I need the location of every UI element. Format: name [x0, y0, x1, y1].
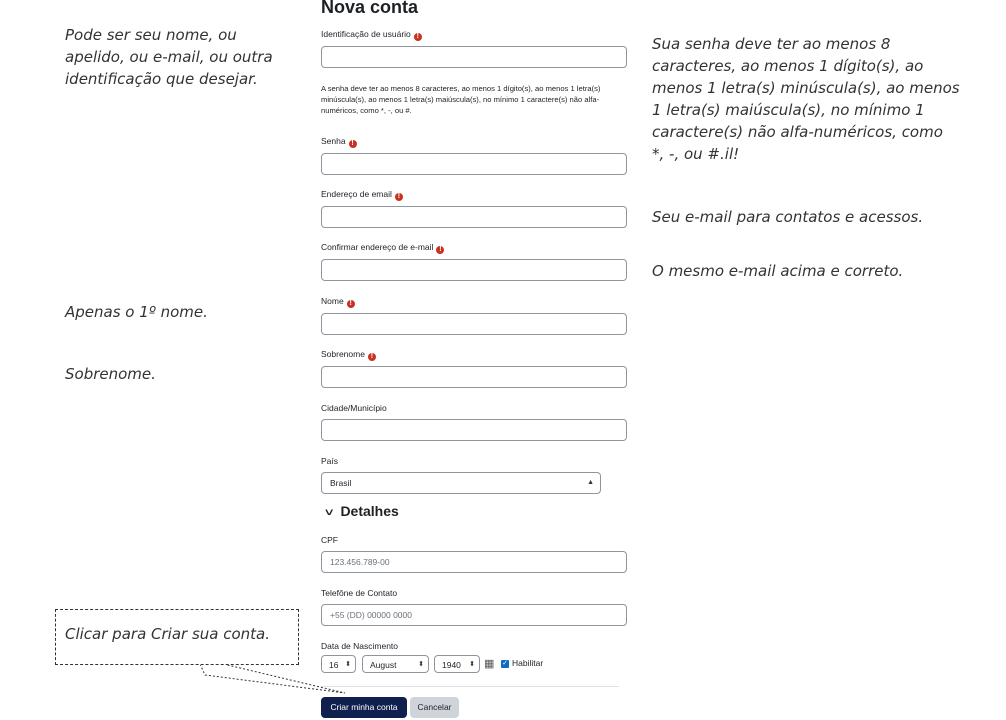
updown-arrow-icon: ⬍	[469, 661, 475, 668]
password-note: Sua senha deve ter ao menos 8 caracteres, ao menos 1 dígito(s), ao menos 1 letra(s) minúscula(s), ao menos 1 letra(s) maiúscula(s), no mínimo 1 caractere(s) não alfa-numéricos, como *, -, ou #.il!	[652, 35, 960, 163]
exclamation-circle-icon: !	[414, 33, 422, 41]
email-confirm-label: Confirmar endereço de e-mail !	[321, 242, 444, 254]
country-value: Brasil	[330, 478, 352, 488]
email-note: Seu e-mail para contatos e acessos.	[652, 208, 924, 226]
country-label: País	[321, 456, 339, 466]
firstname-note: Apenas o 1º nome.	[65, 303, 208, 321]
chevron-down-icon: ˅	[325, 507, 334, 519]
city-label: Cidade/Município	[321, 403, 387, 413]
exclamation-circle-icon: !	[347, 300, 355, 308]
enable-checkbox[interactable]: ✓	[502, 660, 508, 667]
dob-day-select[interactable]: 16 ⬍	[321, 655, 356, 673]
details-section-header[interactable]: ˅ Detalhes	[325, 503, 399, 519]
enable-label: Habilitar	[512, 658, 544, 668]
lastname-label: Sobrenome !	[321, 349, 376, 361]
updown-arrow-icon: ⬍	[345, 661, 351, 668]
exclamation-circle-icon: !	[368, 353, 376, 361]
lastname-note: Sobrenome.	[65, 365, 156, 383]
phone-input[interactable]: +55 (DD) 00000 0000	[321, 604, 627, 626]
dob-label: Data de Nascimento	[321, 641, 399, 651]
username-label: Identificação de usuário !	[321, 29, 422, 41]
dob-month-select[interactable]: August ⬍	[362, 655, 429, 673]
email-confirm-note: O mesmo e-mail acima e correto.	[652, 262, 904, 280]
firstname-label: Nome !	[321, 296, 355, 308]
cpf-input[interactable]: 123.456.789-00	[321, 551, 627, 573]
dob-year-select[interactable]: 1940 ⬍	[434, 655, 480, 673]
calendar-icon[interactable]: ▦	[484, 658, 495, 670]
updown-arrow-icon: ⬍	[418, 661, 424, 668]
password-hint: A senha deve ter ao menos 8 caracteres, ao menos 1 dígito(s), ao menos 1 letra(s) minúscula(s), ao menos 1 letra(s) maiúscula(s), no mínimo 1 caractere(s) não alfa-numéricos, como *, -, ou #.	[321, 84, 601, 116]
username-note: Pode ser seu nome, ou apelido, ou e-mail, ou outra identificação que desejar.	[65, 26, 273, 88]
password-label: Senha !	[321, 136, 357, 148]
email-label: Endereço de email !	[321, 189, 403, 201]
phone-label: Telefône de Contato	[321, 588, 398, 598]
exclamation-circle-icon: !	[349, 140, 357, 148]
submit-note: Clicar para Criar sua conta.	[65, 625, 271, 643]
exclamation-circle-icon: !	[436, 246, 444, 254]
exclamation-circle-icon: !	[395, 193, 403, 201]
submit-button[interactable]: Criar minha conta	[321, 697, 407, 718]
cancel-button[interactable]: Cancelar	[410, 697, 459, 718]
updown-arrow-icon: ▲	[587, 479, 594, 486]
page-title: Nova conta	[321, 0, 419, 17]
cpf-label: CPF	[321, 535, 338, 545]
